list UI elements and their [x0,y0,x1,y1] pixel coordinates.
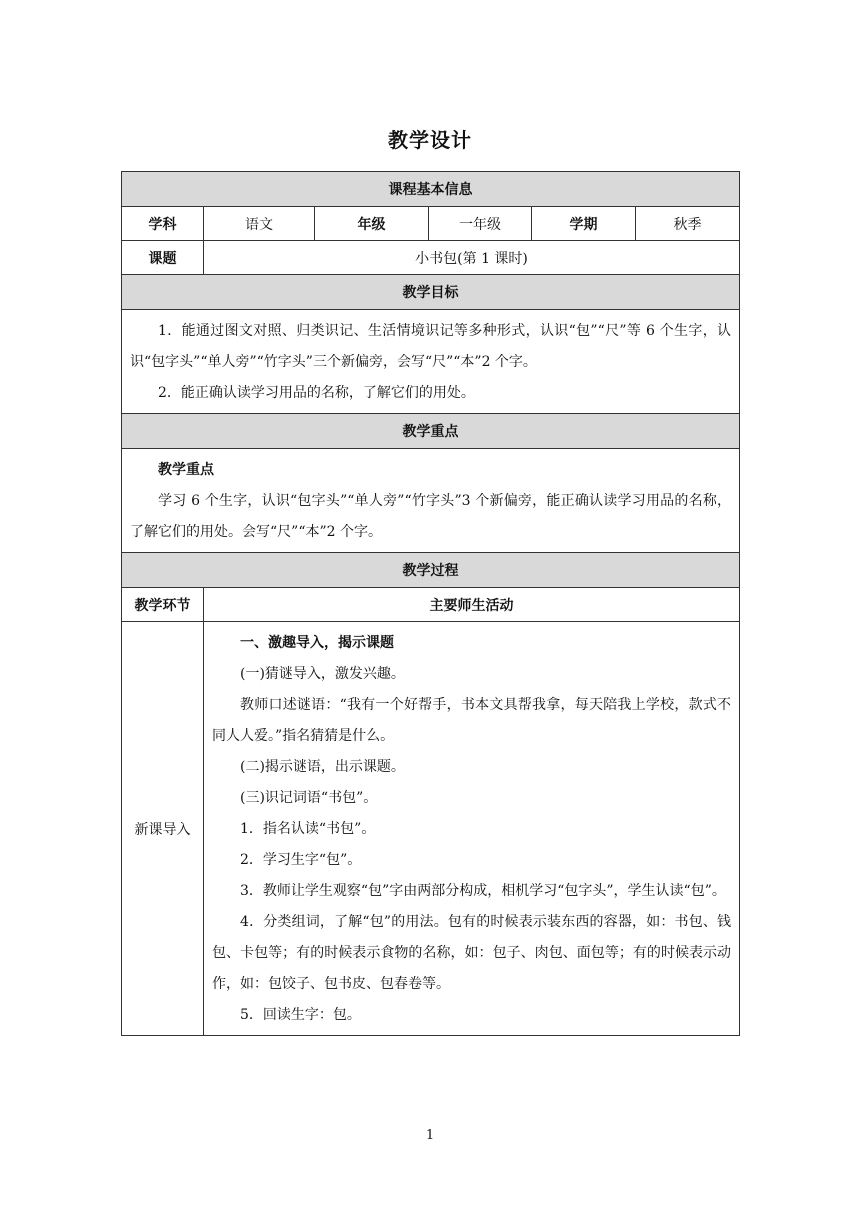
key-points-header: 教学重点 [122,414,740,449]
activity-paragraph: (一)猜谜导入，激发兴趣。 [240,666,405,682]
basic-info-header: 课程基本信息 [122,172,740,207]
activity-column-header: 主要师生活动 [204,588,740,622]
document-title: 教学设计 [388,128,472,152]
key-points-text: 学习 6 个生字，认识“包字头”“单人旁”“竹字头”3 个新偏旁，能正确认读学习用品的名称，了解它们的用处。会写“尺”“本”2 个字。 [130,493,732,540]
grade-label: 年级 [315,207,429,241]
stage-name: 新课导入 [122,622,204,1036]
lesson-plan-table [121,171,740,1036]
objective-item: 2．能正确认读学习用品的名称，了解它们的用处。 [158,385,475,401]
topic-value: 小书包(第 1 课时) [204,241,740,275]
stage-column-header: 教学环节 [122,588,204,622]
activity-paragraph: (二)揭示谜语，出示课题。 [240,759,405,775]
topic-label: 课题 [122,241,204,275]
process-header: 教学过程 [122,553,740,588]
activity-paragraph: 3．教师让学生观察“包”字由两部分构成，相机学习“包字头”，学生认读“包”。 [240,883,726,899]
grade-value: 一年级 [429,207,532,241]
objective-item: 1．能通过图文对照、归类识记、生活情境识记等多种形式，认识“包”“尺”等 6 个生字，认识“包字头”“单人旁”“竹字头”三个新偏旁，会写“尺”“本”2 个字。 [130,323,732,370]
key-points-cell [122,449,740,553]
activity-paragraph: 教师口述谜语：“我有一个好帮手，书本文具帮我拿，每天陪我上学校，款式不同人人爱。”指名猜猜是什么。 [212,697,732,744]
objectives-header: 教学目标 [122,275,740,310]
objectives-cell [122,310,740,414]
activity-paragraph: 2．学习生字“包”。 [240,852,362,868]
activity-paragraph: (三)识记词语“书包”。 [240,790,378,806]
term-value: 秋季 [636,207,740,241]
page-number: 1 [425,1128,435,1143]
activity-cell [204,622,740,1036]
activity-paragraph: 5．回读生字：包。 [240,1007,361,1023]
subject-label: 学科 [122,207,204,241]
term-label: 学期 [532,207,636,241]
key-points-subheading: 教学重点 [158,462,214,478]
activity-paragraph: 4．分类组词，了解“包”的用法。包有的时候表示装东西的容器，如：书包、钱包、卡包等；有的时候表示食物的名称，如：包子、肉包、面包等；有的时候表示动作，如：包饺子、包书皮、包春卷等。 [212,914,732,992]
subject-value: 语文 [204,207,315,241]
activity-paragraph: 1．指名认读“书包”。 [240,821,376,837]
activity-heading: 一、激趣导入，揭示课题 [240,635,394,651]
